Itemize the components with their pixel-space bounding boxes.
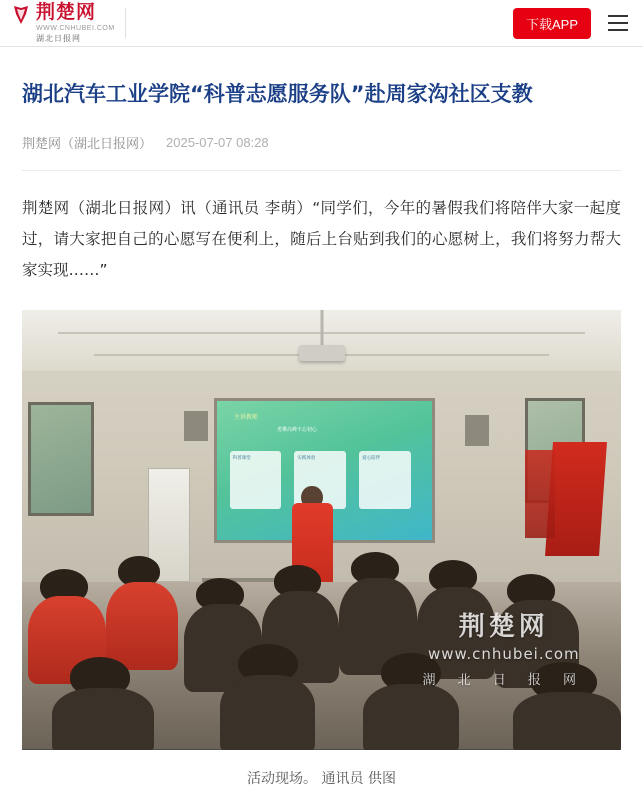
menu-bar-1 (608, 15, 628, 17)
hamburger-menu-icon[interactable] (605, 10, 631, 36)
site-header (0, 0, 643, 47)
logo-subtitle-text: 湖北日报网 (36, 34, 81, 43)
page-title: 湖北汽车工业学院“科普志愿服务队”赴周家沟社区支教 (22, 82, 533, 106)
article-figure (22, 310, 621, 788)
logo-chinese-text: 荆楚网 (36, 1, 97, 23)
menu-bar-2 (608, 22, 628, 24)
slide-card-3-label: 爱心陪伴 (362, 455, 381, 461)
photo-projector-rod (320, 310, 323, 350)
watermark-url-text: www.cnhubei.com (427, 644, 580, 663)
slide-card-2-label: 实践体验 (297, 455, 316, 461)
article-date: 2025-07-07 08:28 (166, 134, 269, 150)
article-container (0, 79, 643, 788)
site-logo[interactable] (12, 3, 115, 43)
meta-divider (22, 170, 621, 171)
photo-flag-small (525, 450, 555, 538)
photo-window-left (28, 402, 94, 516)
photo-watermark (423, 606, 586, 688)
slide-heading-text: 勇攀高峰不忘初心 (277, 426, 318, 433)
article-photo (22, 310, 621, 750)
slide-title-text: 主讲教师 (233, 414, 258, 421)
photo-speaker-left (184, 411, 208, 442)
article-meta (22, 133, 621, 152)
slide-card-3 (359, 451, 411, 509)
watermark-brand-text: 荆楚网 (458, 611, 549, 642)
slide-card-1 (230, 451, 282, 509)
slide-card-1-label: 科普课堂 (232, 455, 251, 461)
article-source: 荆楚网（湖北日报网） (22, 135, 153, 151)
photo-speaker-right (465, 415, 489, 446)
header-divider (125, 8, 126, 38)
logo-pinyin-text: WWW.CNHUBEI.COM (36, 25, 115, 32)
watermark-subtitle-text: 湖 北 日 报 网 (422, 672, 586, 688)
menu-bar-3 (608, 29, 628, 31)
brand-mark-icon (12, 5, 30, 25)
figure-caption: 活动现场。 通讯员 供图 (247, 770, 396, 787)
download-app-button[interactable]: 下载APP (513, 8, 591, 39)
photo-projector (299, 345, 345, 361)
article-body-paragraph: 荆楚网（湖北日报网）讯（通讯员 李萌）“同学们，今年的暑假我们将陪伴大家一起度过，请大家把自己的心愿写在便利上，随后上台贴到我们的心愿树上，我们将努力帮大家实现……” (22, 198, 621, 279)
